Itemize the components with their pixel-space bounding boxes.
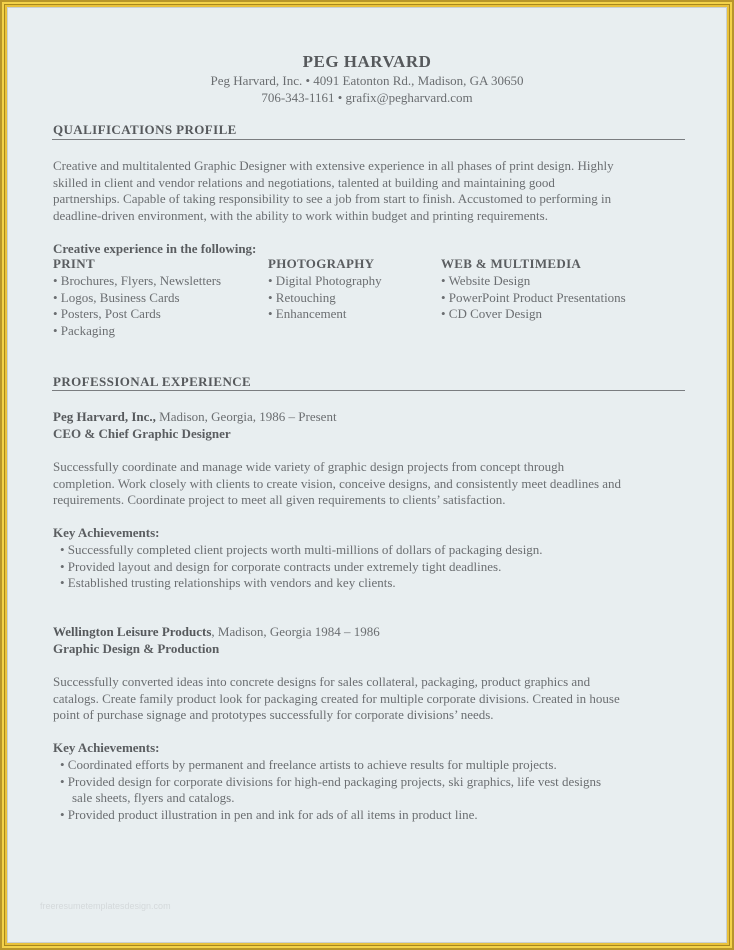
- job-company: Peg Harvard, Inc.,: [53, 409, 156, 424]
- qualifications-summary: [53, 158, 685, 224]
- contact-address: Peg Harvard, Inc. • 4091 Eatonton Rd., Madison, GA 30650: [210, 73, 524, 88]
- skill-item: • Retouching: [268, 289, 336, 305]
- achievement-item-continuation: sale sheets, flyers and catalogs.: [72, 790, 235, 805]
- skills-column-print: [53, 256, 221, 340]
- achievement-item: • Established trusting relationships with vendors and key clients.: [60, 575, 396, 590]
- skill-item: • Packaging: [53, 323, 115, 339]
- summary-line: partnerships. Capable of taking responsibility to see a job from start to finish. Accustomed to performing in: [53, 191, 612, 206]
- skills-column-web-multimedia: [441, 256, 626, 323]
- description-line: Successfully converted ideas into concrete designs for sales collateral, packaging, product graphics and: [53, 674, 591, 689]
- qualifications-title: QUALIFICATIONS PROFILE: [53, 122, 237, 137]
- watermark: freeresumetemplatesdesign.com: [40, 901, 171, 911]
- job-description: [53, 674, 685, 724]
- skill-item: • CD Cover Design: [441, 306, 542, 322]
- achievement-item: • Provided layout and design for corporate contracts under extremely tight deadlines.: [60, 558, 502, 574]
- skills-column-heading: PRINT: [53, 256, 95, 271]
- description-line: point of purchase signage and prototypes successfully for corporate divisions’ needs.: [53, 707, 494, 722]
- experience-title: PROFESSIONAL EXPERIENCE: [53, 374, 252, 389]
- job-company: Wellington Leisure Products: [53, 624, 212, 639]
- achievement-item: • Provided design for corporate divisions for high-end packaging projects, ski graphics, life vest designs: [60, 773, 602, 789]
- skill-item: • Digital Photography: [268, 272, 382, 288]
- key-achievements-heading: Key Achievements:: [53, 525, 160, 540]
- section-divider: [52, 390, 685, 391]
- key-achievements-heading: Key Achievements:: [53, 740, 160, 755]
- skill-item: • Posters, Post Cards: [53, 306, 161, 322]
- achievement-item: • Successfully completed client projects worth multi-millions of dollars of packaging design.: [60, 542, 543, 557]
- creative-experience-heading: Creative experience in the following:: [53, 241, 257, 256]
- skill-item: • Enhancement: [268, 306, 347, 322]
- job-description: [53, 459, 685, 509]
- candidate-name: PEG HARVARD: [302, 52, 432, 71]
- key-achievements-list: [60, 542, 680, 592]
- description-line: catalogs. Create family product look for packaging created for multiple corporate divisions. Created in house: [53, 690, 620, 706]
- achievement-item: • Provided product illustration in pen and ink for ads of all items in product line.: [60, 806, 478, 822]
- skill-item: • Brochures, Flyers, Newsletters: [53, 272, 222, 288]
- skills-column-heading: WEB & MULTIMEDIA: [441, 256, 582, 271]
- section-divider: [52, 139, 685, 140]
- summary-line: Creative and multitalented Graphic Designer with extensive experience in all phases of print design. Highly: [53, 158, 614, 173]
- resume-page: [7, 7, 727, 943]
- key-achievements-list: [60, 757, 680, 823]
- description-line: requirements. Coordinate project to meet all given requirements to clients’ satisfaction.: [53, 492, 506, 507]
- skills-column-photography: [268, 256, 382, 323]
- summary-line: deadline-driven environment, with the ability to work within budget and printing requirements.: [53, 207, 548, 223]
- job-role: Graphic Design & Production: [53, 641, 220, 656]
- job-company-line: [53, 624, 380, 640]
- skill-item: • PowerPoint Product Presentations: [441, 289, 626, 305]
- description-line: Successfully coordinate and manage wide variety of graphic design projects from concept through: [53, 459, 565, 474]
- job-role: CEO & Chief Graphic Designer: [53, 426, 231, 441]
- skills-column-heading: PHOTOGRAPHY: [268, 256, 375, 271]
- job-company-line: [53, 409, 337, 425]
- description-line: completion. Work closely with clients to create vision, conceive designs, and consistently meet deadlines and: [53, 475, 622, 491]
- job-location-dates: Madison, Georgia, 1986 – Present: [155, 409, 337, 424]
- contact-phone-email: 706-343-1161 • grafix@pegharvard.com: [261, 90, 473, 105]
- skill-item: • Logos, Business Cards: [53, 289, 180, 305]
- job-location-dates: , Madison, Georgia 1984 – 1986: [211, 624, 380, 639]
- summary-line: skilled in client and vendor relations and negotiations, talented at building and maintaining good: [53, 174, 555, 190]
- achievement-item: • Coordinated efforts by permanent and freelance artists to achieve results for multiple projects.: [60, 757, 557, 772]
- skill-item: • Website Design: [441, 272, 531, 288]
